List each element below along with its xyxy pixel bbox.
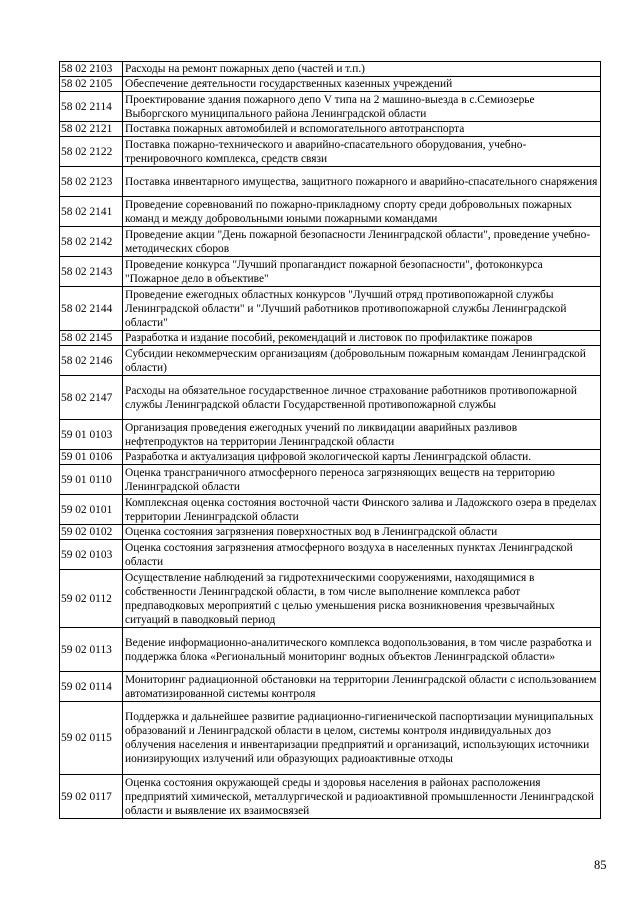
row-description: Мониторинг радиационной обстановки на территории Ленинградской области с использованием автоматизированной системы контроля <box>123 672 601 702</box>
row-code: 59 01 0106 <box>60 450 123 465</box>
row-code: 59 02 0103 <box>60 540 123 570</box>
table-row <box>60 346 601 376</box>
table-row <box>60 525 601 540</box>
row-code: 58 02 2122 <box>60 137 123 167</box>
row-code: 58 02 2123 <box>60 167 123 197</box>
table-row <box>60 628 601 672</box>
row-description: Оценка состояния загрязнения поверхностных вод в Ленинградской области <box>123 525 601 540</box>
table-row <box>60 331 601 346</box>
row-description: Поставка пожарных автомобилей и вспомогательного автотранспорта <box>123 122 601 137</box>
table-row <box>60 450 601 465</box>
row-code: 58 02 2146 <box>60 346 123 376</box>
row-code: 59 02 0115 <box>60 702 123 775</box>
row-code: 58 02 2142 <box>60 227 123 257</box>
row-description: Проектирование здания пожарного депо V типа на 2 машино-выезда в с.Семиозерье Выборгского муниципального района Ленинградской области <box>123 92 601 122</box>
row-code: 59 01 0103 <box>60 420 123 450</box>
budget-code-table <box>59 61 601 819</box>
row-code: 58 02 2114 <box>60 92 123 122</box>
row-description: Поставка пожарно-технического и аварийно-спасательного оборудования, учебно-тренировочного комплекса, средств связи <box>123 137 601 167</box>
table-row <box>60 167 601 197</box>
row-code: 59 01 0110 <box>60 465 123 495</box>
row-description: Проведение соревнований по пожарно-прикладному спорту среди добровольных пожарных команд и между добровольными юными пожарными командами <box>123 197 601 227</box>
page-number: 85 <box>594 858 607 872</box>
row-code: 58 02 2145 <box>60 331 123 346</box>
row-code: 58 02 2103 <box>60 62 123 77</box>
row-code: 58 02 2105 <box>60 77 123 92</box>
row-description: Субсидии некоммерческим организациям (добровольным пожарным командам Ленинградской области) <box>123 346 601 376</box>
table-row <box>60 77 601 92</box>
table-row <box>60 540 601 570</box>
table-row <box>60 376 601 420</box>
table-row <box>60 672 601 702</box>
row-description: Осуществление наблюдений за гидротехническими сооружениями, находящимися в собственности Ленинградской области, в том числе выполнение комплекса работ предпаводковых мероприятий с целью уменьшения риска возникновения чрезвычайных ситуаций в паводковый период <box>123 570 601 628</box>
table-row <box>60 287 601 331</box>
table-row <box>60 197 601 227</box>
row-code: 58 02 2144 <box>60 287 123 331</box>
table-row <box>60 465 601 495</box>
row-code: 59 02 0102 <box>60 525 123 540</box>
row-description: Поддержка и дальнейшее развитие радиационно-гигиенической паспортизации муниципальных образований и Ленинградской области в целом, системы контроля индивидуальных доз облучения населения и инвентаризации предприятий и организаций, использующих источники ионизирующих излучений или образующих радиоактивные отходы <box>123 702 601 775</box>
table-row <box>60 420 601 450</box>
table-row <box>60 92 601 122</box>
table-body <box>60 62 601 819</box>
row-description: Оценка состояния окружающей среды и здоровья населения в районах расположения предприятий химической, металлургической и радиоактивной промышленности Ленинградской области и выявление их взаимосвязей <box>123 775 601 819</box>
table-row <box>60 257 601 287</box>
row-code: 58 02 2141 <box>60 197 123 227</box>
row-code: 59 02 0117 <box>60 775 123 819</box>
row-description: Оценка трансграничного атмосферного переноса загрязняющих веществ на территорию Ленинградской области <box>123 465 601 495</box>
row-description: Оценка состояния загрязнения атмосферного воздуха в населенных пунктах Ленинградской области <box>123 540 601 570</box>
table-row <box>60 702 601 775</box>
table-row <box>60 62 601 77</box>
row-code: 59 02 0114 <box>60 672 123 702</box>
row-description: Обеспечение деятельности государственных казенных учреждений <box>123 77 601 92</box>
row-description: Расходы на обязательное государственное личное страхование работников противопожарной службы Ленинградской области Государственной противопожарной службы <box>123 376 601 420</box>
row-description: Организация проведения ежегодных учений по ликвидации аварийных разливов нефтепродуктов на территории Ленинградской области <box>123 420 601 450</box>
row-description: Разработка и издание пособий, рекомендаций и листовок по профилактике пожаров <box>123 331 601 346</box>
table-row <box>60 227 601 257</box>
table-row <box>60 570 601 628</box>
row-code: 58 02 2147 <box>60 376 123 420</box>
row-description: Расходы на ремонт пожарных депо (частей и т.п.) <box>123 62 601 77</box>
row-description: Проведение ежегодных областных конкурсов "Лучший отряд противопожарной службы Ленинградской области" и "Лучший работников противопожарной службы Ленинградской области" <box>123 287 601 331</box>
row-code: 58 02 2121 <box>60 122 123 137</box>
row-description: Ведение информационно-аналитического комплекса водопользования, в том числе разработка и поддержка блока «Региональный мониторинг водных объектов Ленинградской области» <box>123 628 601 672</box>
row-description: Поставка инвентарного имущества, защитного пожарного и аварийно-спасательного снаряжения <box>123 167 601 197</box>
row-description: Разработка и актуализация цифровой экологической карты Ленинградской области. <box>123 450 601 465</box>
row-code: 59 02 0101 <box>60 495 123 525</box>
table-row <box>60 775 601 819</box>
table-row <box>60 495 601 525</box>
table-row <box>60 137 601 167</box>
row-description: Проведение конкурса "Лучший пропагандист пожарной безопасности", фотоконкурса "Пожарное дело в объективе" <box>123 257 601 287</box>
row-code: 59 02 0112 <box>60 570 123 628</box>
row-code: 58 02 2143 <box>60 257 123 287</box>
row-description: Проведение акции "День пожарной безопасности Ленинградской области", проведение учебно-методических сборов <box>123 227 601 257</box>
row-code: 59 02 0113 <box>60 628 123 672</box>
table-row <box>60 122 601 137</box>
row-description: Комплексная оценка состояния восточной части Финского залива и Ладожского озера в пределах территории Ленинградской области <box>123 495 601 525</box>
